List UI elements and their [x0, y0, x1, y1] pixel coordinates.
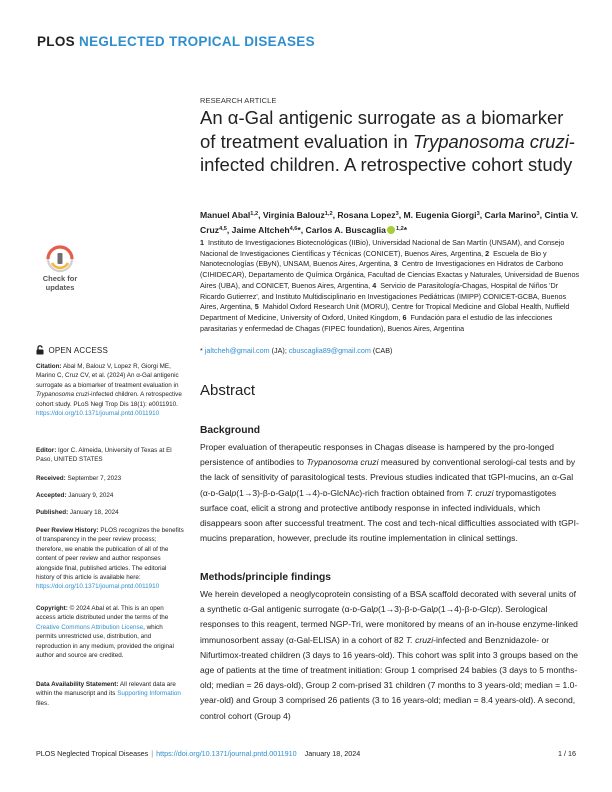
citation: Citation: Abal M, Balouz V, Lopez R, Giorgi ME, Marino C, Cruz CV, et al. (2024) An α-Gal antigenic surrogate as a biomarker of treatment evaluation in Trypanosoma cruzi-infected children. A retrospective cohort study. PLoS Negl Trop Dis 18(1): e0011910. https://doi.org/10.1371/journal.pntd.0011910 — [36, 363, 182, 418]
email-link[interactable]: cbuscaglia89@gmail.com — [288, 346, 371, 355]
corresponding-mark: * — [297, 224, 301, 235]
orcid-icon[interactable] — [387, 226, 395, 234]
peer-review-link[interactable]: https://doi.org/10.1371/journal.pntd.0011910 — [36, 583, 160, 591]
author[interactable]: Carlos A. Buscaglia $^{1,2}$ — [305, 224, 404, 235]
author[interactable]: Cintia V. Cruz$^{4,5}$ — [200, 210, 579, 235]
journal-masthead — [37, 34, 315, 49]
article-type: RESEARCH ARTICLE — [200, 96, 277, 105]
author-list: Manuel Abal$^{1,2}$, Virginia Balouz$^{1,2}$, Rosana Lopez$^3$, M. Eugenia Giorgi$^3$, Carla Marino$^3$, Cintia V. Cruz$^{4,5}$, Jaime Altcheh$^{4,6}$*, Carlos A. Buscaglia $^{1,2}$* — [200, 210, 579, 235]
received-date: Received: September 7, 2023 — [36, 475, 122, 482]
background-heading: Background — [200, 425, 261, 436]
email-link[interactable]: jaltcheh@gmail.com — [204, 346, 270, 355]
page-footer: PLOS Neglected Tropical Diseases | https://doi.org/10.1371/journal.pntd.0011910 January 18, 2024 1 / 16 — [36, 749, 576, 758]
corresponding-mark: * — [403, 224, 408, 235]
journal-publisher: PLOS — [37, 34, 75, 49]
affiliations: 1 Instituto de Investigaciones Biotecnológicas (IIBio), Universidad Nacional de San Martín (UNSAM), and Consejo Nacional de Investigaciones Científicas y Técnicas (CONICET), Buenos Aires, Argentina, 2 Escuela de Bio y Nanotecnologías (EByN), UNSAM, Buenos Aires, Argentina, 3 Centro de Investigaciones en Hidratos de Carbono (CIHIDECAR), Departamento de Química Orgánica, Facultad de Ciencias Exactas y Naturales, Universidad de Buenos Aires (UBA), and CONICET, Buenos Aires, Argentina, 4 Servicio de Parasitología-Chagas, Hospital de Niños 'Dr Ricardo Gutierrez', and Instituto Multidisciplinario en Investigaciones Pediátricas (IMIPP) CONICET-GCBA, Buenos Aires, Argentina, 5 Mahidol Oxford Research Unit (MORU), Centre for Tropical Medicine and Global Health, Nuffield Department of Medicine, University of Oxford, United Kingdom, 6 Fundación para el estudio de las infecciones parasitarias y enfermedad de Chagas (FIPEC foundation), Buenos Aires, Argentina — [200, 238, 580, 333]
footer-doi-link[interactable]: https://doi.org/10.1371/journal.pntd.0011910 — [156, 749, 297, 758]
page-number: 1 / 16 — [558, 749, 576, 758]
author[interactable]: Carla Marino$^3$ — [484, 210, 540, 220]
peer-review-history: Peer Review History: PLOS recognizes the benefits of transparency in the peer review process; therefore, we enable the publication of all of the content of peer review and author responses alongside final, published articles. The editorial history of this article is available here: https://doi.org/10.1371/journal.pntd.0011910 — [36, 527, 184, 591]
title-organism: Trypanosoma cruzi — [412, 130, 569, 152]
author[interactable]: Jaime Altcheh$^{4,6}$ — [231, 224, 298, 235]
copyright: Copyright: © 2024 Abal et al. This is an open access article distributed under the terms of the Creative Commons Attribution License, which permits unrestricted use, distribution, and reproduction in any medium, provided the original author and source are credited. — [36, 605, 174, 660]
supporting-information-link[interactable]: Supporting Information — [117, 690, 181, 698]
corresponding-emails: * jaltcheh@gmail.com (JA); cbuscaglia89@gmail.com (CAB) — [200, 346, 393, 355]
author[interactable]: Virginia Balouz$^{1,2}$ — [262, 210, 333, 220]
background-paragraph: Proper evaluation of therapeutic responses in Chagas disease is hampered by the pro-longed persistence of antibodies to Trypanosoma cruzi measured by conventional serologi-cal tests and by the lack of sensitivity of parasitological tests. Previous studies indicated that tGPI-mucins, an α-Gal (α-ᴅ-Galp(1→3)-β-ᴅ-Galp(1→4)-ᴅ-GlcNAc)-rich fraction obtained from T. cruzi trypomastigotes surface coat, elicit a strong and protective antibody response in infected individuals, which disappears soon after successful treatment. The cost and tech-nical difficulties associated with tGPI-mucins preparation, however, preclude its routine implementation in clinical settings. — [200, 442, 579, 544]
open-access-badge: OPEN ACCESS — [36, 345, 108, 355]
footer-journal: PLOS Neglected Tropical Diseases — [36, 749, 149, 758]
abstract-heading: Abstract — [200, 382, 256, 399]
methods-paragraph: We herein developed a neoglycoprotein consisting of a BSA scaffold decorated with several units of a synthetic α-Gal antigenic surrogate (α-ᴅ-Galp(1→3)-β-ᴅ-Galp(1→4)-β-ᴅ-Glcp). Serological responses to this reagent, termed NGP-Tri, were monitored by means of an in-house enzyme-linked immunosorbent assay (α-Gal-ELISA) in a cohort of 82 T. cruzi-infected and Benznidazole- or Nifurtimox-treated children (3 days to 16 years-old). This cohort was split into 3 groups based on the age of patients at the time of treatment initiation: Group 1 comprised 24 babies (3 days to 5 months-old; median = 26 days-old), Group 2 com-prised 31 children (7 months to 3 years-old; median = 1.0-year-old) and Group 3 comprised 26 patients (3 to 16 years-old; median = 8.4 years-old). A second, control cohort (Group 4) — [200, 589, 578, 721]
data-availability: Data Availability Statement: All relevant data are within the manuscript and its Supporting Information files. — [36, 681, 181, 707]
author[interactable]: Rosana Lopez$^3$ — [337, 210, 399, 220]
editor: Editor: Igor C. Almeida, University of Texas at El Paso, UNITED STATES — [36, 447, 172, 464]
journal-name: NEGLECTED TROPICAL DISEASES — [79, 34, 315, 49]
open-lock-icon — [36, 345, 44, 355]
doi-link[interactable]: https://doi.org/10.1371/journal.pntd.0011910 — [36, 410, 160, 418]
check-for-updates-label[interactable]: Check for updates — [42, 274, 78, 292]
published-date: Published: January 18, 2024 — [36, 509, 119, 516]
author[interactable]: Manuel Abal$^{1,2}$ — [200, 210, 259, 220]
methods-heading: Methods/principle findings — [200, 572, 331, 583]
footer-date: January 18, 2024 — [304, 749, 361, 758]
author[interactable]: M. Eugenia Giorgi$^3$ — [403, 210, 480, 220]
license-link[interactable]: Creative Commons Attribution License — [36, 623, 144, 631]
article-title: An α-Gal antigenic surrogate as a biomarker of treatment evaluation in Trypanosoma cruzi-infected children. A retrospective cohort study — [200, 107, 575, 175]
accepted-date: Accepted: January 9, 2024 — [36, 492, 114, 499]
